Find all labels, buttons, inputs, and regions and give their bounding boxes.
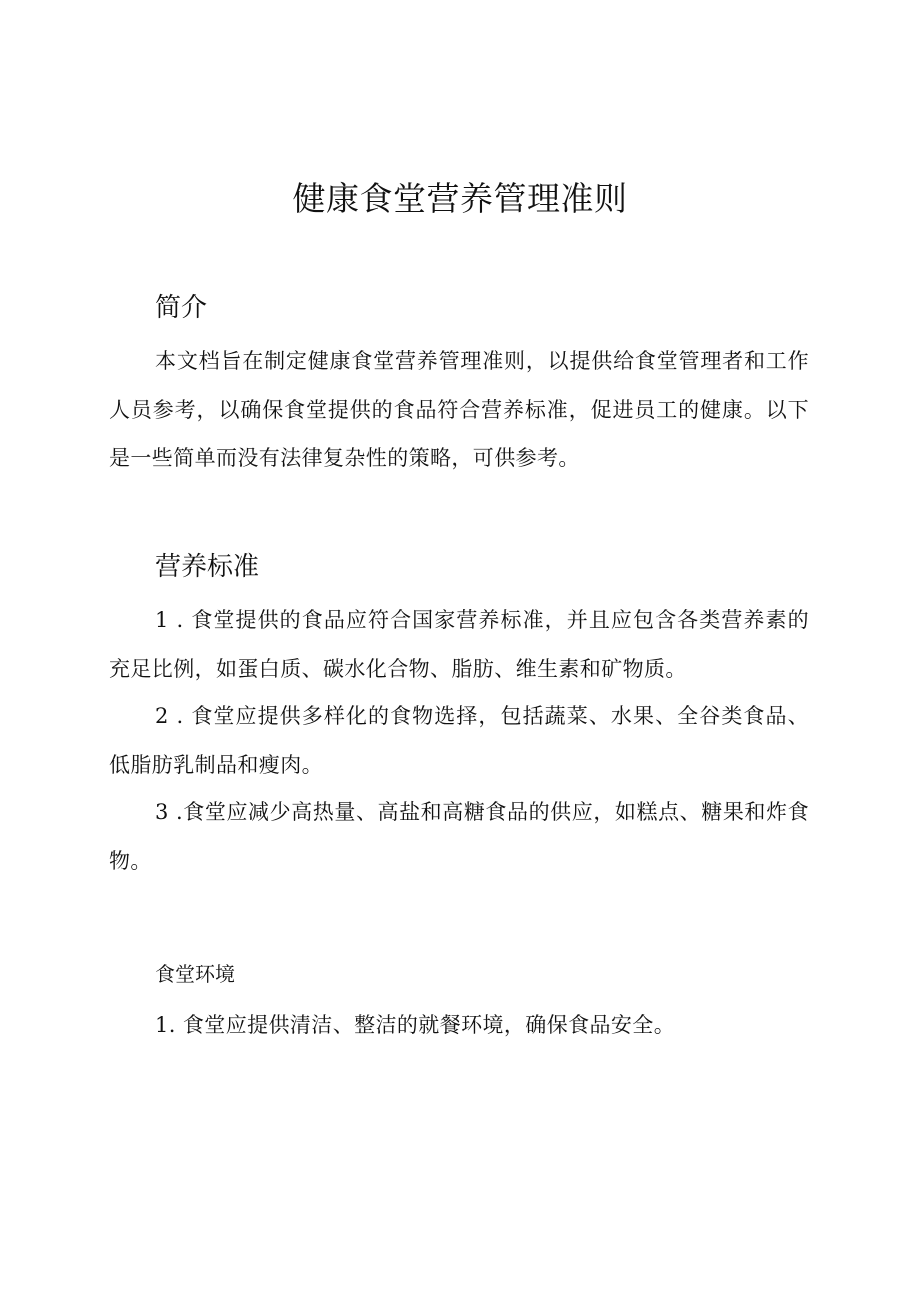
nutrition-item-3: 3 .食堂应减少高热量、高盐和高糖食品的供应，如糕点、糖果和炸食物。 [109, 800, 809, 873]
intro-paragraph: 本文档旨在制定健康食堂营养管理准则，以提供给食堂管理者和工作人员参考，以确保食堂提供的食品符合营养标准，促进员工的健康。以下是一些简单而没有法律复杂性的策略，可供参考。 [109, 349, 809, 470]
nutrition-item-1: 1 . 食堂提供的食品应符合国家营养标准，并且应包含各类营养素的充足比例，如蛋白质、碳水化合物、脂肪、维生素和矿物质。 [109, 608, 809, 681]
nutrition-item-2: 2 . 食堂应提供多样化的食物选择，包括蔬菜、水果、全谷类食品、低脂肪乳制品和瘦肉。 [109, 704, 809, 777]
document-title: 健康食堂营养管理准则 [292, 179, 628, 218]
section-heading-canteen-environment: 食堂环境 [155, 962, 235, 986]
section-heading-intro: 简介 [155, 293, 208, 323]
environment-item-1: 1. 食堂应提供清洁、整洁的就餐环境，确保食品安全。 [155, 1013, 676, 1037]
section-heading-nutrition-standards: 营养标准 [155, 552, 260, 582]
